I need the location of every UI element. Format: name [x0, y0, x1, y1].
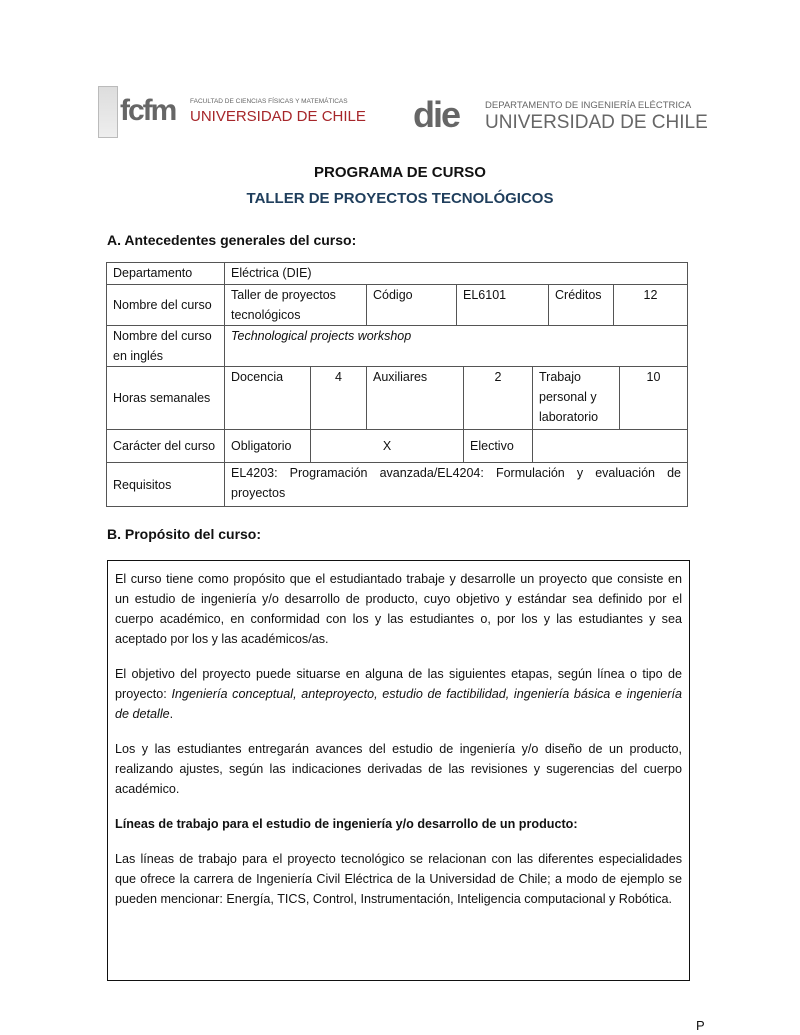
caracter-label: Carácter del curso — [106, 429, 225, 463]
electivo-value — [532, 429, 688, 463]
auxiliares-label: Auxiliares — [366, 366, 464, 430]
course-title: TALLER DE PROYECTOS TECNOLÓGICOS — [246, 190, 554, 207]
codigo-label: Código — [366, 284, 457, 326]
page-title: PROGRAMA DE CURSO — [314, 164, 486, 181]
departamento-label: Departamento — [106, 262, 225, 285]
purpose-paragraph-2 — [115, 664, 682, 724]
creditos-value: 12 — [613, 284, 688, 326]
section-b-heading: B. Propósito del curso: — [107, 526, 262, 542]
p2-stages: Ingeniería conceptual, anteproyecto, estudio de factibilidad, ingeniería básica e ingeniería de detalle — [115, 687, 682, 721]
auxiliares-value: 2 — [463, 366, 533, 430]
nombre-label: Nombre del curso — [106, 284, 225, 326]
p2-end: . — [169, 707, 174, 721]
trabajo-label: Trabajo personal y laboratorio — [532, 366, 620, 430]
university-crest-icon — [98, 86, 118, 138]
work-lines-heading: Líneas de trabajo para el estudio de ingeniería y/o desarrollo de un producto: — [115, 817, 578, 831]
purpose-paragraph-3: Los y las estudiantes entregarán avances del estudio de ingeniería y/o diseño de un producto, realizando ajustes, según las indicaciones derivadas de las revisiones y sugerencias del cuerpo académico. — [115, 742, 682, 796]
die-subtitle: DEPARTAMENTO DE INGENIERÍA ELÉCTRICA — [485, 100, 692, 111]
codigo-value: EL6101 — [456, 284, 549, 326]
nombre-ingles-label: Nombre del curso en inglés — [106, 325, 225, 367]
fcfm-name: UNIVERSIDAD DE CHILE — [190, 108, 366, 125]
page-mark: P — [696, 1018, 705, 1033]
requisitos-label: Requisitos — [106, 462, 225, 507]
die-logo — [413, 96, 753, 138]
nombre-value: Taller de proyectos tecnológicos — [224, 284, 367, 326]
section-a-heading: A. Antecedentes generales del curso: — [107, 232, 357, 248]
die-mark: die — [413, 94, 460, 135]
creditos-label: Créditos — [548, 284, 614, 326]
purpose-box — [107, 560, 690, 981]
departamento-value: Eléctrica (DIE) — [224, 262, 688, 285]
p2-start: El objetivo del proyecto puede situarse en alguna de las siguientes etapas, según línea o tipo de proyecto: — [115, 667, 682, 701]
die-name: UNIVERSIDAD DE CHILE — [485, 112, 708, 133]
docencia-label: Docencia — [224, 366, 311, 430]
purpose-paragraph-4: Las líneas de trabajo para el proyecto tecnológico se relacionan con las diferentes especialidades que ofrece la carrera de Ingeniería Civil Eléctrica de la Universidad de Chile; a modo de ejemplo se pueden mencionar: Energía, TICS, Control, Instrumentación, Inteligencia computacional y Robótica. — [115, 852, 682, 906]
fcfm-mark: fcfm — [120, 94, 176, 127]
requisitos-value: EL4203: Programación avanzada/EL4204: Formulación y evaluación de proyectos — [224, 462, 688, 507]
nombre-ingles-value: Technological projects workshop — [224, 325, 688, 367]
horas-label: Horas semanales — [106, 366, 225, 430]
electivo-label: Electivo — [463, 429, 533, 463]
obligatorio-label: Obligatorio — [224, 429, 311, 463]
trabajo-value: 10 — [619, 366, 688, 430]
purpose-paragraph-1: El curso tiene como propósito que el estudiantado trabaje y desarrolle un proyecto que consiste en un estudio de ingeniería y/o desarrollo de producto, cuyo objetivo y estándar sea definido por el cuerpo académico, en conformidad con los y las estudiantes o, por los y las estudiantes y sea aceptado por los y las académicos/as. — [115, 572, 682, 646]
fcfm-logo — [98, 86, 388, 138]
fcfm-subtitle: FACULTAD DE CIENCIAS FÍSICAS Y MATEMÁTICAS — [190, 98, 348, 105]
docencia-value: 4 — [310, 366, 367, 430]
obligatorio-value: X — [310, 429, 464, 463]
